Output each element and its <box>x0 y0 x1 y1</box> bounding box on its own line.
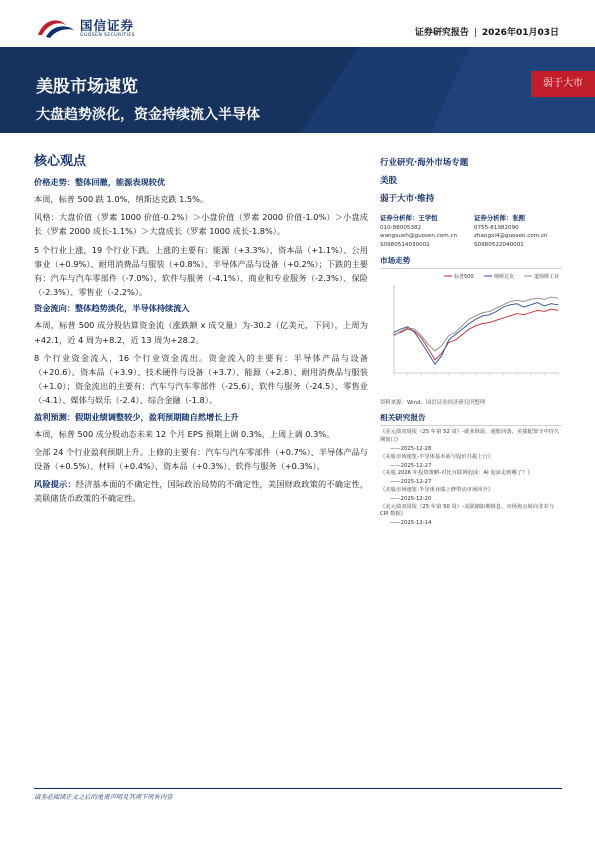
related-report-date: ——2025-12-27 <box>390 462 432 469</box>
data-point <box>400 332 401 333</box>
related-report-link[interactable]: 《美股 2026 年投资策略-对比互联网泡沫：AI 泡沫走到哪了？》 <box>380 470 533 477</box>
series-line <box>394 297 558 351</box>
data-point <box>510 316 511 317</box>
data-point <box>482 312 483 313</box>
risk-text: 经济基本面的不确定性，国际政治局势的不确定性，美国财政政策的不确定性，美联储货币政策的不确定性。 <box>34 479 368 504</box>
legend-label: 道琼斯工业 <box>534 274 560 281</box>
analyst-phone: 0755-81982090 <box>474 225 519 231</box>
data-point <box>503 307 504 308</box>
data-point <box>394 335 395 336</box>
data-point <box>394 332 395 333</box>
data-point <box>448 342 449 343</box>
data-point <box>441 355 442 356</box>
data-point <box>414 331 415 332</box>
core-views <box>34 150 368 510</box>
eps-para-2: 全部 24 个行业盈利预期上升。上修的主要有：汽车与汽车零部件（+0.7%）、半导体产品与设备（+0.5%）、材料（+0.4%）、资本品（+0.3%）、软件与服务（+0.3%）。 <box>34 446 368 472</box>
market-name: 美股 <box>380 176 398 186</box>
footer-rule <box>34 788 562 789</box>
data-point <box>544 311 545 312</box>
flow-subheading: 资金流向：整体趋势淡化，半导体持续流入 <box>34 303 190 314</box>
data-point <box>523 307 524 308</box>
data-point <box>496 311 497 312</box>
data-point <box>551 297 552 298</box>
eps-subheading: 盈利预测：假期业绩调整较少，盈利预期随自然增长上升 <box>34 411 239 422</box>
data-point <box>496 320 497 321</box>
data-point <box>482 316 483 317</box>
data-point <box>530 299 531 300</box>
data-point <box>489 311 490 312</box>
data-point <box>435 360 436 361</box>
data-point <box>503 318 504 319</box>
related-report-date: ——2025-12-20 <box>390 495 432 502</box>
price-para-3: 5 个行业上涨，19 个行业下跌。上涨的主要有：能源（+3.3%）、资本品（+1.1%）、公用事业（+0.9%）、耐用消费品与服装（+0.8%）、半导体产品与设备（+0.2%）；下跌的主要有：汽车与汽车零部件（-7.0%）、软件与服务（-4.1%）、商业和专业服务（-2.3%）、保险（-2.3%）、零售业（-2.2%）。 <box>34 244 368 298</box>
legend-label: 纳斯达克 <box>494 274 515 281</box>
related-report-link[interactable]: 《美股市场速览-半导体业绩上修带动市场回升》 <box>380 486 494 493</box>
data-point <box>537 310 538 311</box>
logo-cn-text: 国信证券 <box>80 18 135 33</box>
analyst-license: S0980514030002 <box>380 241 430 248</box>
price-para-1: 本周，标普 500 跌 1.0%，纳斯达克跌 1.5%。 <box>34 194 209 204</box>
analyst-email[interactable]: zhangxi4@guosen.com.cn <box>474 233 548 240</box>
data-point <box>441 353 442 354</box>
sidebar <box>380 150 562 528</box>
related-report-date: ——2025-12-28 <box>390 445 432 452</box>
data-point <box>537 298 538 299</box>
report-title: 美股市场速览 <box>36 77 138 97</box>
data-point <box>489 322 490 323</box>
analyst-phone: 010-88005382 <box>380 225 422 231</box>
eps-para-1: 本周，标普 500 成分股动态未来 12 个月 EPS 预期上调 0.3%，上周上调 0.3%。 <box>34 428 335 439</box>
rating-status: 弱于大市·维持 <box>380 194 435 204</box>
rating-tag: 弱于大市 <box>531 71 595 97</box>
flow-para-1: 本周，标普 500 成分股估算资金流（涨跌额 x 成交量）为-30.2（亿美元，下同），上周为+42.1，近 4 周为+8.2，近 13 周为+28.2。 <box>34 320 368 345</box>
data-point <box>517 300 518 301</box>
data-point <box>544 306 545 307</box>
related-report-link[interactable]: 《美元债双周报（25 年第 52 周）-就业降温、通胀回落，美债配置守中待久期窗口》 <box>380 429 560 443</box>
doc-type-line <box>415 25 559 38</box>
market-trend-chart <box>380 269 562 397</box>
data-point <box>421 335 422 336</box>
core-heading: 核心观点 <box>34 154 87 169</box>
data-point <box>496 308 497 309</box>
data-point <box>428 344 429 345</box>
data-point <box>469 323 470 324</box>
data-point <box>476 326 477 327</box>
guosen-logo <box>36 13 166 43</box>
data-point <box>476 319 477 320</box>
data-point <box>428 349 429 350</box>
title-banner <box>0 47 595 133</box>
data-point <box>482 323 483 324</box>
risk-para <box>34 477 368 505</box>
analyst-card <box>380 213 468 249</box>
related-report-link[interactable]: 《美元债双周报（25 年第 50 周）-美联储如期降息，市场焦点转向非农与 CPI 数据》 <box>380 503 555 518</box>
data-point <box>530 312 531 313</box>
logo-en-text: GUOSEN SECURITIES <box>80 33 135 38</box>
data-point <box>441 345 442 346</box>
data-point <box>537 302 538 303</box>
price-subheading: 价格走势：整体回撤，能源表现较优 <box>34 177 166 187</box>
industry-topic: 行业研究·海外市场专题 <box>380 158 469 168</box>
data-point <box>510 301 511 302</box>
data-point <box>530 305 531 306</box>
chart-legend <box>444 273 559 280</box>
related-report-date: ——2025-12-14 <box>390 520 432 527</box>
analyst-name: 证券分析师：王学恒 <box>380 214 438 222</box>
data-point <box>558 310 559 311</box>
data-point <box>428 353 429 354</box>
data-point <box>462 329 463 330</box>
data-point <box>503 305 504 306</box>
data-point <box>407 328 408 329</box>
related-list <box>380 429 562 528</box>
data-point <box>421 338 422 339</box>
flow-para-2: 8 个行业资金流入，16 个行业资金流出。资金流入的主要有：半导体产品与设备（+20.6）、资本品（+3.9）、技术硬件与设备（+3.7）、能源（+2.8）、耐用消费品与服装（+1.0）；资金流出的主要有：汽车与汽车零部件（-25.6）、软件与服务（-24.5）、零售业（-4.1）、媒体与娱乐（-2.4）、综合金融（-1.8）。 <box>34 352 368 406</box>
data-point <box>448 335 449 336</box>
data-point <box>455 334 456 335</box>
chart-lines <box>394 297 559 365</box>
data-point <box>448 340 449 341</box>
data-point <box>421 342 422 343</box>
series-line <box>394 309 558 360</box>
data-point <box>455 340 456 341</box>
doc-type: 证券研究报告 <box>414 28 469 38</box>
data-point <box>558 305 559 306</box>
data-point <box>394 334 395 335</box>
data-point <box>523 315 524 316</box>
data-point <box>435 351 436 352</box>
data-point <box>517 313 518 314</box>
analyst-card <box>474 213 562 249</box>
price-para-2: 风格：大盘价值（罗素 1000 价值-0.2%）＞小盘价值（罗素 2000 价值-1.0%）＞小盘成长（罗素 2000 成长-1.1%）＞大盘成长（罗素 1000 成长-1.8%）。 <box>34 212 368 237</box>
legend-label: 标普500 <box>454 274 474 281</box>
data-point <box>435 364 436 365</box>
data-point <box>414 332 415 333</box>
data-point <box>469 319 470 320</box>
data-point <box>462 334 463 335</box>
guosen-logo-icon <box>36 15 76 41</box>
related-report-date: ——2025-12-27 <box>390 479 432 486</box>
report-subtitle: 大盘趋势淡化，资金持续流入半导体 <box>36 107 260 123</box>
analyst-email[interactable]: wangxueh@guosen.com.cn <box>380 233 458 240</box>
data-point <box>558 298 559 299</box>
data-point <box>455 332 456 333</box>
data-point <box>551 309 552 310</box>
data-point <box>476 316 477 317</box>
data-point <box>407 329 408 330</box>
data-point <box>414 329 415 330</box>
data-point <box>551 304 552 305</box>
data-point <box>544 299 545 300</box>
related-heading: 相关研究报告 <box>380 412 562 426</box>
analyst-license: S0980522040001 <box>474 241 524 248</box>
data-point <box>400 329 401 330</box>
data-point <box>407 327 408 328</box>
report-date: 2026年01月03日 <box>481 28 559 38</box>
analyst-name: 证券分析师：张熙 <box>474 214 526 222</box>
risk-lead: 风险提示： <box>34 479 76 490</box>
data-point <box>489 315 490 316</box>
data-point <box>400 331 401 332</box>
footer-disclaimer: 请务必阅读正文之后的免责声明及其项下所有内容 <box>34 794 173 801</box>
doc-type-separator: | <box>473 28 477 38</box>
chart-title: 市场走势 <box>380 255 562 269</box>
data-point <box>510 305 511 306</box>
analyst-block <box>380 213 562 249</box>
chart-source: 资料来源：Wind、国信证券经济研究所整理 <box>380 400 486 407</box>
related-report-link[interactable]: 《美股市场速览-半导体基本面与股价共振上行》 <box>380 453 494 460</box>
data-point <box>523 301 524 302</box>
data-point <box>462 326 463 327</box>
data-point <box>469 329 470 330</box>
data-point <box>517 304 518 305</box>
market-trend-svg <box>380 269 562 397</box>
